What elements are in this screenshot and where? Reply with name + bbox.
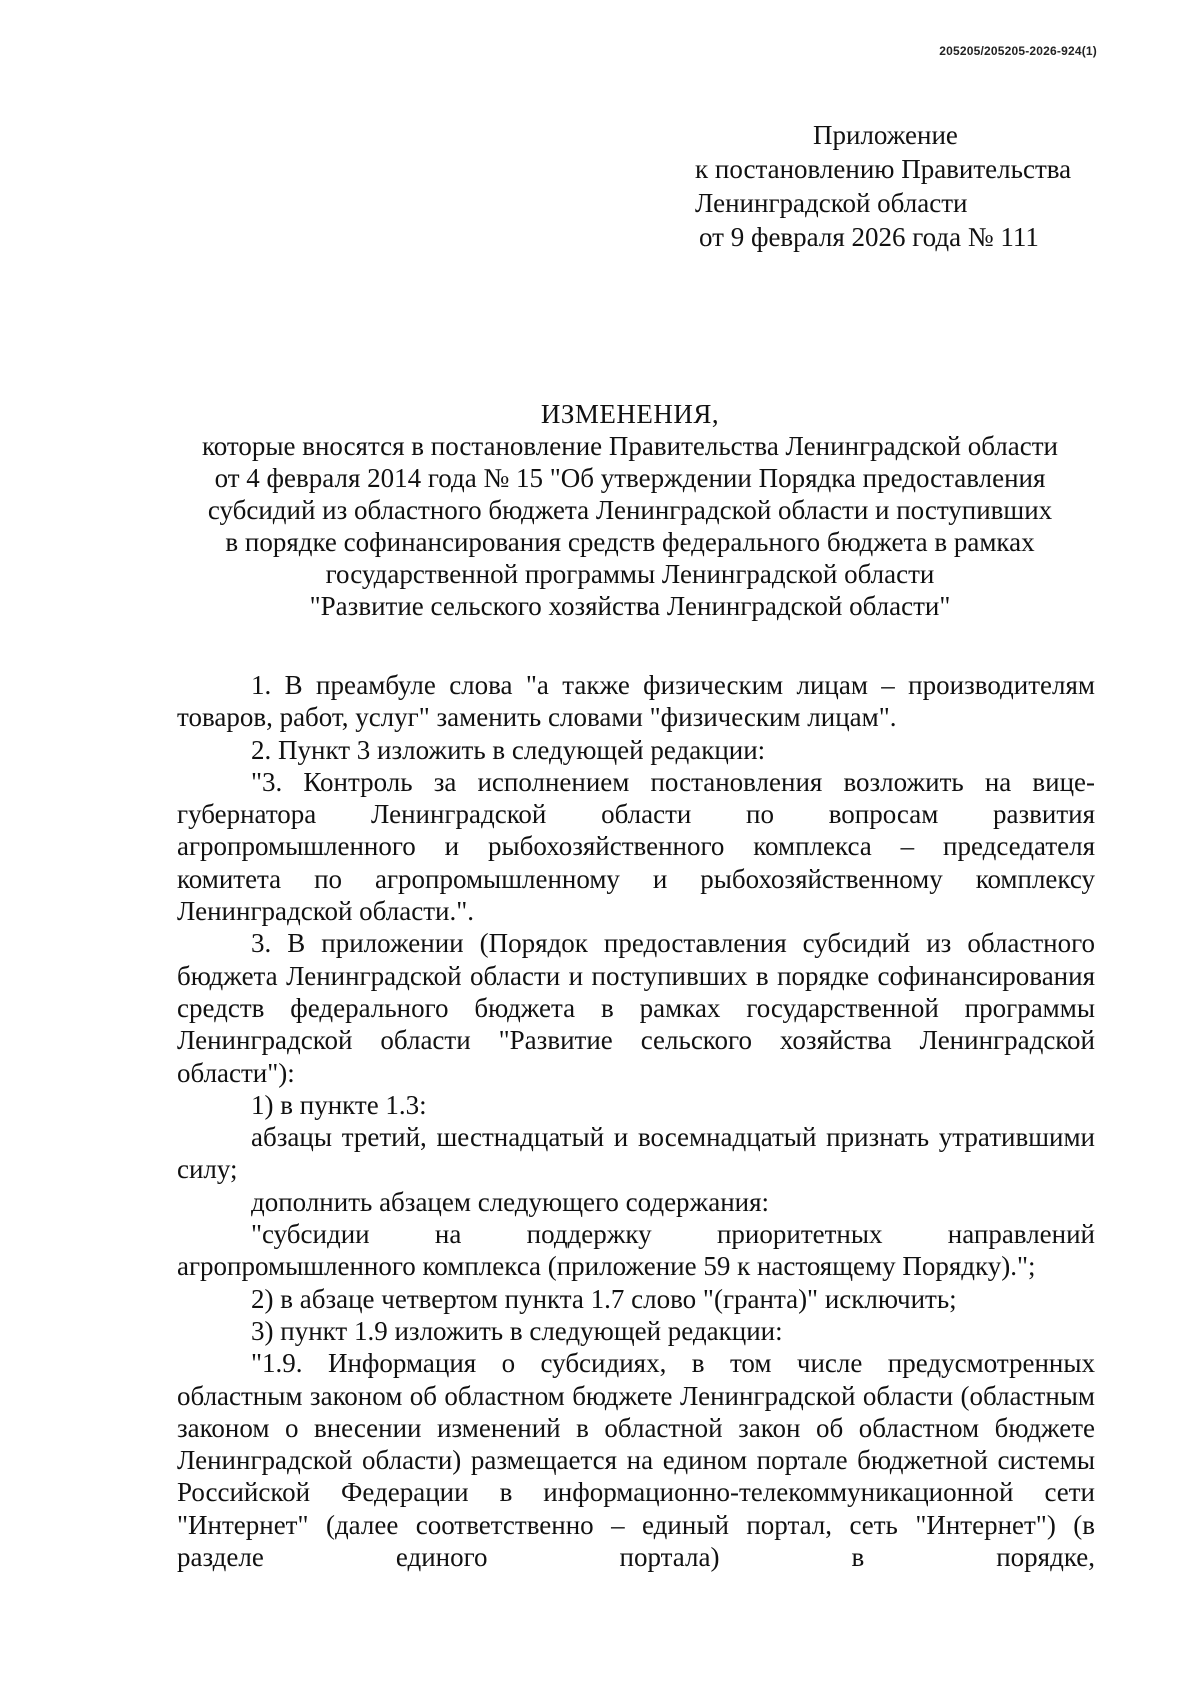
paragraph: 3. В приложении (Порядок предоставления субсидий из областного бюджета Ленинградской области и поступивших в порядке софинансирования средств федерального бюджета в рамках государственной программы Ленинградской области "Развитие сельского хозяйства Ленинградской области"): xyxy=(177,928,1095,1088)
heading-title: ИЗМЕНЕНИЯ, xyxy=(540,399,720,429)
paragraph: "субсидии на поддержку приоритетных направлений агропромышленного комплекса (приложение 59 к настоящему Порядку)."; xyxy=(177,1219,1095,1282)
document-code: 205205/205205-2026-924(1) xyxy=(939,44,1097,58)
document-body xyxy=(177,669,1095,1573)
paragraph: "1.9. Информация о субсидиях, в том числе предусмотренных областным законом об областном бюджете Ленинградской области (областным законом о внесении изменений в областной закон об областном бюджете Ленинградской области) размещается на едином портале бюджетной системы Российской Федерации в информационно-телекоммуникационной сети "Интернет" (далее соответственно – единый портал, сеть "Интернет") (в разделе единого портала) в порядке, xyxy=(177,1348,1095,1573)
heading-line: субсидий из областного бюджета Ленинградской области и поступивших xyxy=(207,495,1053,525)
appendix-title: Приложение xyxy=(813,120,958,150)
heading-line: которые вносятся в постановление Правительства Ленинградской области xyxy=(201,431,1058,461)
heading-line: "Развитие сельского хозяйства Ленинградской области" xyxy=(309,591,951,621)
appendix-line-3: от 9 февраля 2026 года № 111 xyxy=(699,222,1039,252)
paragraph: "3. Контроль за исполнением постановления возложить на вице-губернатора Ленинградской области по вопросам развития агропромышленного и рыбохозяйственного комплекса – председателя комитета по агропромышленному и рыбохозяйственному комплексу Ленинградской области.". xyxy=(177,766,1095,927)
appendix-line-1: к постановлению Правительства xyxy=(695,154,1072,184)
paragraph: 2. Пункт 3 изложить в следующей редакции: xyxy=(251,734,766,765)
paragraph: 2) в абзаце четвертом пункта 1.7 слово "(гранта)" исключить; xyxy=(251,1283,957,1314)
heading-line: в порядке софинансирования средств федерального бюджета в рамках xyxy=(225,527,1035,557)
paragraph: 1. В преамбуле слова "а также физическим лицам – производителям товаров, работ, услуг" заменить словами "физическим лицам". xyxy=(177,670,1095,733)
document-heading xyxy=(170,398,1090,622)
paragraph: дополнить абзацем следующего содержания: xyxy=(251,1186,770,1217)
paragraph: абзацы третий, шестнадцатый и восемнадцатый признать утратившими силу; xyxy=(177,1122,1095,1185)
paragraph: 3) пункт 1.9 изложить в следующей редакции: xyxy=(251,1315,783,1346)
heading-line: государственной программы Ленинградской области xyxy=(325,559,935,589)
heading-line: от 4 февраля 2014 года № 15 "Об утверждении Порядка предоставления xyxy=(214,463,1046,493)
appendix-line-2: Ленинградской области xyxy=(695,188,968,218)
appendix-block xyxy=(695,118,1115,254)
paragraph: 1) в пункте 1.3: xyxy=(251,1089,427,1120)
